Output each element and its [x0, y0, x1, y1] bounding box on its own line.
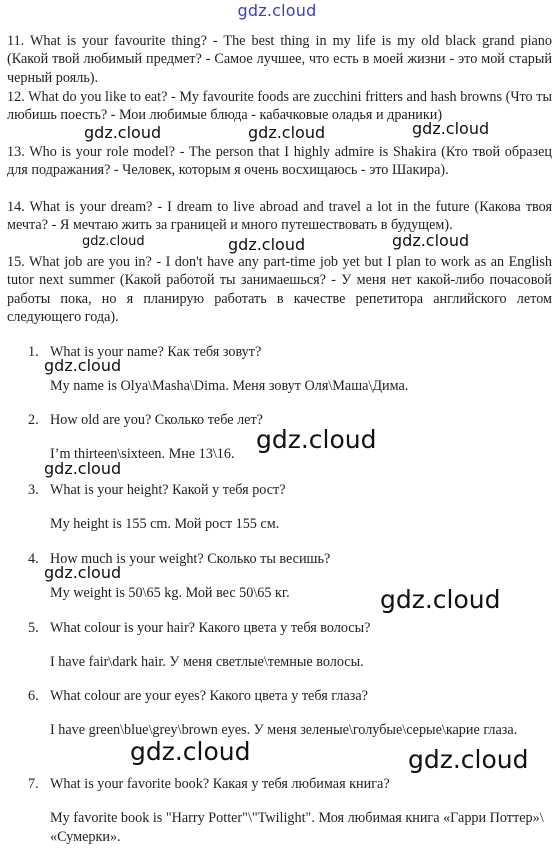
watermark: gdz.cloud — [412, 119, 490, 138]
qa-number: 5. — [28, 620, 39, 636]
qa-answer: My name is Olya\Masha\Dima. Меня зовут Оля\Маша\Дима. — [50, 378, 409, 394]
answer-paragraph-15: 15. What job are you in? - I don't have any part-time job yet but I plan to work as an English tutor next summer (Какой работой ты занимаешься? - У меня нет какой-либо почасовой работы пока, но я планирую работать в качестве репетитора английского летом следующего года). — [7, 254, 552, 325]
qa-answer: My height is 155 cm. Мой рост 155 см. — [50, 516, 280, 532]
answer-paragraph-13: 13. Who is your role model? - The person that I highly admire is Shakira (Кто твой образец для подражания? - Человек, которым я очень восхищаюсь - это Шакира). — [7, 144, 552, 179]
watermark: gdz.cloud — [130, 737, 251, 766]
qa-question: How old are you? Сколько тебе лет? — [50, 412, 263, 428]
watermark: gdz.cloud — [248, 123, 326, 142]
qa-number: 2. — [28, 412, 39, 428]
qa-question: What colour is your hair? Какого цвета у тебя волосы? — [50, 620, 371, 636]
watermark: gdz.cloud — [44, 356, 122, 375]
watermark: gdz.cloud — [392, 231, 470, 250]
qa-answer: I’m thirteen\sixteen. Мне 13\16. — [50, 446, 235, 462]
qa-answer: I have fair\dark hair. У меня светлые\темные волосы. — [50, 654, 364, 670]
qa-answer: My weight is 50\65 kg. Мой вес 50\65 кг. — [50, 585, 290, 601]
qa-question: How much is your weight? Сколько ты весишь? — [50, 551, 331, 567]
answer-paragraph-14: 14. What is your dream? - I dream to live abroad and travel a lot in the future (Какова твоя мечта? - Я мечтаю жить за границей и много путешествовать в будущем). — [7, 199, 552, 234]
qa-answer: My favorite book is "Harry Potter"\"Twilight". Моя любимая книга «Гарри Поттер»\ «Сумерки». — [50, 810, 544, 845]
watermark: gdz.cloud — [256, 425, 377, 454]
watermark: gdz.cloud — [44, 563, 122, 582]
answer-paragraph-11: 11. What is your favourite thing? - The best thing in my life is my old black grand piano (Какой твой любимый предмет? - Самое лучшее, что есть в моей жизни - это мой старый черный рояль). — [7, 33, 552, 86]
watermark: gdz.cloud — [44, 459, 122, 478]
qa-answer: I have green\blue\grey\brown eyes. У меня зеленые\голубые\серые\карие глаза. — [50, 722, 518, 738]
watermark: gdz.cloud — [380, 585, 501, 614]
site-link[interactable]: gdz.cloud — [237, 1, 317, 20]
watermark: gdz.cloud — [228, 235, 306, 254]
answer-paragraph-12: 12. What do you like to eat? - My favourite foods are zucchini fritters and hash browns (Что ты любишь поесть? - Мои любимые блюда - кабачковые оладья и драники) — [7, 89, 552, 124]
qa-number: 3. — [28, 482, 39, 498]
qa-number: 6. — [28, 688, 39, 704]
qa-question: What is your name? Как тебя зовут? — [50, 344, 262, 360]
qa-question: What is your height? Какой у тебя рост? — [50, 482, 286, 498]
watermark: gdz.cloud — [82, 234, 145, 249]
watermark: gdz.cloud — [84, 123, 162, 142]
qa-number: 4. — [28, 551, 39, 567]
watermark: gdz.cloud — [408, 745, 529, 774]
qa-number: 7. — [28, 776, 39, 792]
qa-question: What colour are your eyes? Какого цвета у тебя глаза? — [50, 688, 368, 704]
qa-question: What is your favorite book? Какая у тебя любимая книга? — [50, 776, 390, 792]
qa-number: 1. — [28, 344, 39, 360]
